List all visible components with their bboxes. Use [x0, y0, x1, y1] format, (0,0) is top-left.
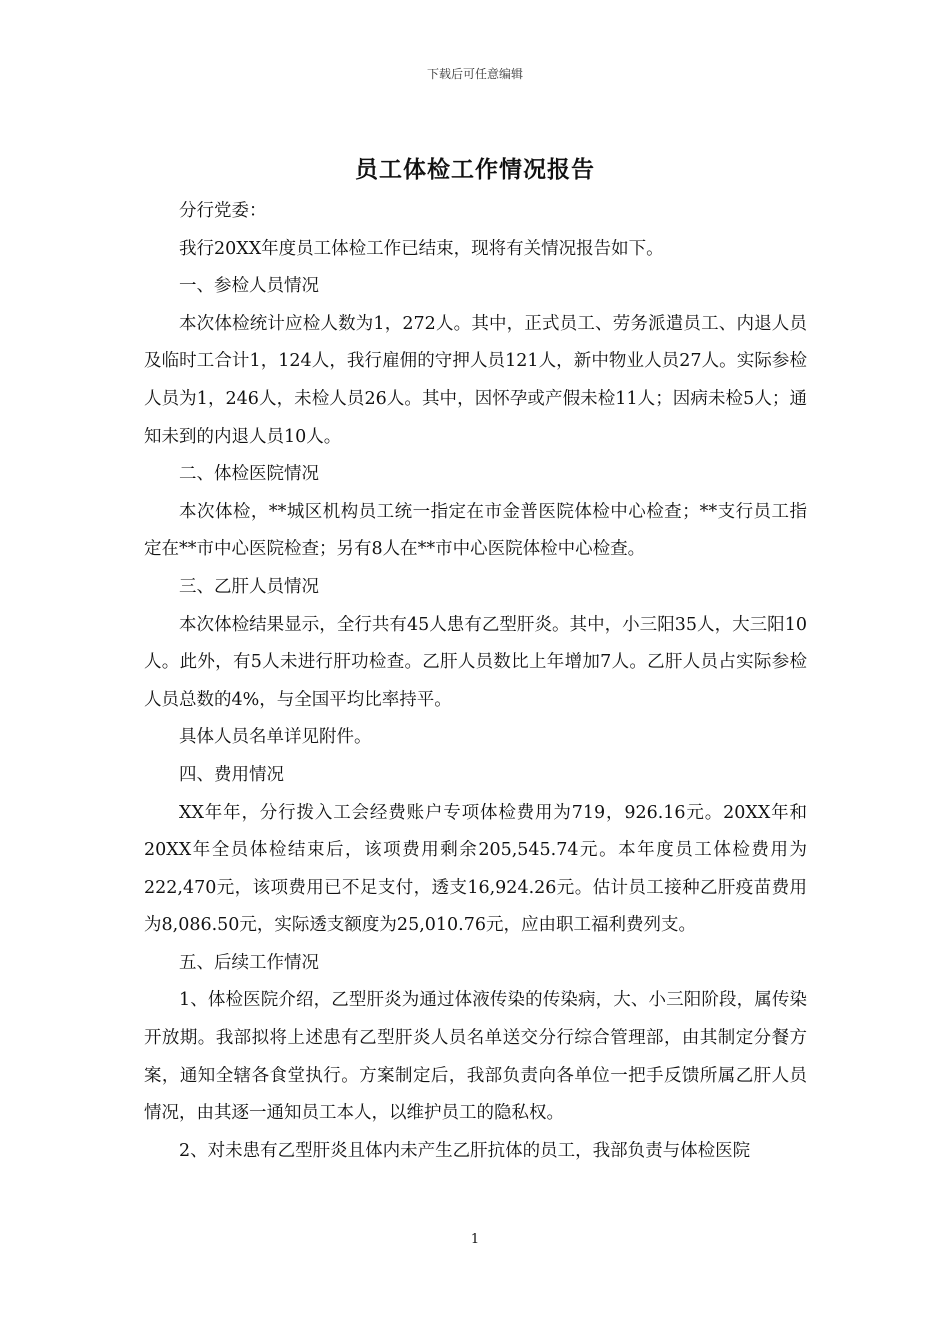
section-heading-followup: 五、后续工作情况 [179, 952, 319, 973]
document-title: 员工体检工作情况报告 [355, 156, 595, 183]
paragraph-followup-1: 1、体检医院介绍，乙型肝炎为通过体液传染的传染病，大、小三阳阶段，属传染开放期。我部拟将上述患有乙型肝炎人员名单送交分行综合管理部，由其制定分餐方案，通知全辖各食堂执行。方案制定后，我部负责向各单位一把手反馈所属乙肝人员情况，由其逐一通知员工本人，以维护员工的隐私权。 [144, 990, 807, 1124]
paragraph-followup-2: 2、对未患有乙型肝炎且体内未产生乙肝抗体的员工，我部负责与体检医院 [179, 1140, 751, 1161]
section-heading-participants: 一、参检人员情况 [179, 276, 319, 297]
salutation: 分行党委： [179, 201, 267, 221]
paragraph-costs: XX年年，分行拨入工会经费账户专项体检费用为719，926.16元。20XX年和20XX年全员体检结束后，该项费用剩余205,545.74元。本年度员工体检费用为222,470元，该项费用已不足支付，透支16,924.26元。估计员工接种乙肝疫苗费用为8,086.50元，实际透支额度为25,010.76元，应由职工福利费列支。 [144, 802, 807, 936]
paragraph-participants: 本次体检统计应检人数为1，272人。其中，正式员工、劳务派遣员工、内退人员及临时工合计1，124人，我行雇佣的守押人员121人，新中物业人员27人。实际参检人员为1，246人，未检人员26人。其中，因怀孕或产假未检11人；因病未检5人；通知未到的内退人员10人。 [144, 313, 807, 447]
section-heading-hepatitis: 三、乙肝人员情况 [179, 576, 319, 597]
intro-paragraph: 我行20XX年度员工体检工作已结束，现将有关情况报告如下。 [179, 238, 664, 259]
page-header: 下载后可任意编辑 [426, 67, 523, 81]
paragraph-attachment-note: 具体人员名单详见附件。 [179, 727, 372, 748]
paragraph-hepatitis: 本次体检结果显示，全行共有45人患有乙型肝炎。其中，小三阳35人，大三阳10人。此外，有5人未进行肝功检查。乙肝人员数比上年增加7人。乙肝人员占实际参检人员总数的4%，与全国平均比率持平。 [144, 614, 807, 710]
section-heading-hospitals: 二、体检医院情况 [179, 464, 319, 485]
paragraph-hospitals: 本次体检，**城区机构员工统一指定在市金普医院体检中心检查；**支行员工指定在**市中心医院检查；另有8人在**市中心医院体检中心检查。 [144, 501, 807, 560]
page-number: 1 [470, 1232, 480, 1247]
document-body [144, 193, 807, 1170]
section-heading-costs: 四、费用情况 [179, 764, 284, 785]
